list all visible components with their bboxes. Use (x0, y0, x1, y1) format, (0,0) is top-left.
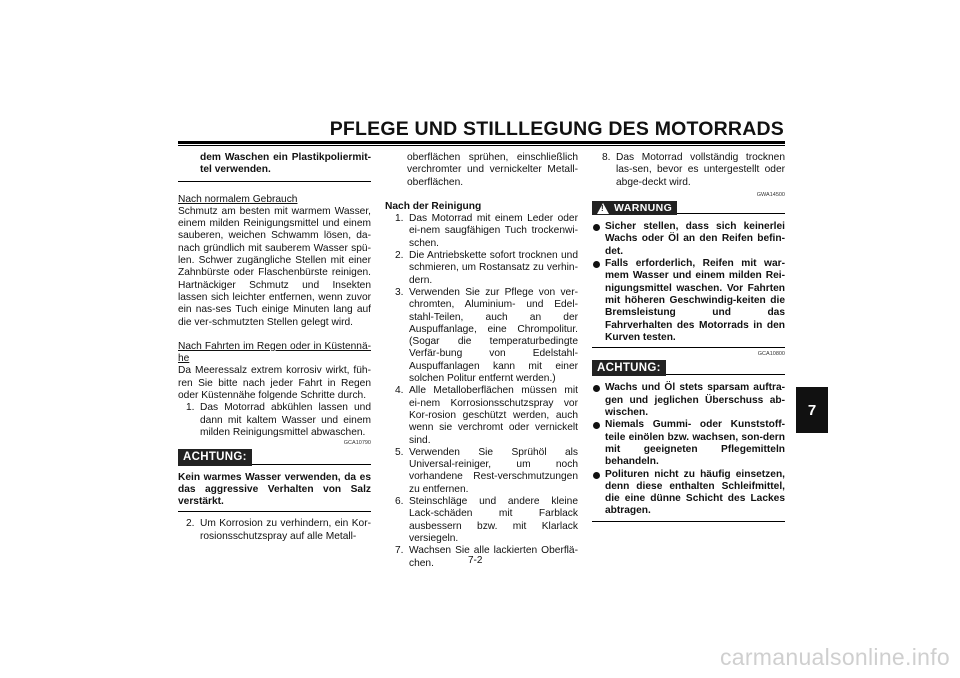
list-item: Sicher stellen, dass sich keinerlei Wachs oder Öl an den Reifen befin-det. (592, 221, 785, 258)
step-text: Das Motorrad vollständig trocknen las-sen, bevor es untergestellt oder abge-deckt wird. (616, 152, 785, 188)
chapter-tab: 7 (796, 387, 828, 433)
notice-label: ACHTUNG: (592, 360, 666, 376)
watermark: carmanualsonline.info (719, 644, 950, 670)
column-3 (592, 152, 785, 522)
step-2-continuation: oberflächen sprühen, einschließlich verchromter und vernickelter Metall-oberflächen. (407, 152, 578, 188)
step-number: 2. (186, 518, 195, 530)
warning-header-rule (677, 213, 785, 214)
warning-list (592, 221, 785, 344)
list-item (385, 496, 578, 545)
rain-steps-list (178, 402, 371, 439)
step-text: Verwenden Sie zur Pflege von ver-chromten, Aluminium- und Edel-stahl-Teilen, auch an der Auspuffanlage, eine Chrompolitur. (Sogar die temperaturbedingte Verfär-bung von Edelstahl-Auspuffanlagen kann mit einer solchen Politur entfernt werden.) (409, 286, 578, 385)
warning-header (592, 201, 785, 215)
section-text-normal-use: Schmutz am besten mit warmem Wasser, einem milden Reinigungsmittel und einem sauberen, weichen Schwamm lösen, da-nach gründlich mit sauberem Wasser spü-len. Schwer zugängliche Stellen mit einer Zahnbürste oder Flaschenbürste reinigen. Hartnäckiger Schmutz und Insekten lassen sich leichter entfernen, wenn zuvor ein nas-ses Tuch einige Minuten lang auf die ver-schmutzten Stellen gelegt wird. (178, 205, 371, 328)
section-text-rain-coast: Da Meeressalz extrem korrosiv wirkt, füh-ren Sie bitte nach jeder Fahrt in Regen oder Küstennähe folgende Schritte durch. (178, 365, 371, 402)
after-cleaning-steps (385, 213, 578, 570)
notice-header-rule (666, 374, 785, 375)
list-item (385, 447, 578, 496)
notice-list (592, 382, 785, 517)
list-item (385, 250, 578, 287)
column-1 (178, 152, 371, 543)
step-number: 5. (395, 446, 404, 458)
notice-end-rule (592, 521, 785, 522)
section-heading-normal-use: Nach normalem Gebrauch (178, 193, 298, 205)
title-rule (178, 141, 785, 144)
warning-triangle-icon: ! (597, 203, 609, 214)
step-text: Das Motorrad abkühlen lassen und dann mit kaltem Wasser und einem milden Reinigungsmittel abwaschen. (200, 402, 371, 438)
step-number: 2. (395, 250, 404, 262)
step-number: 1. (395, 213, 404, 225)
list-item (385, 287, 578, 385)
step-number: 3. (395, 286, 404, 298)
notice-code: GCA10790 (343, 440, 371, 447)
page-title: PFLEGE UND STILLLEGUNG DES MOTORRADS (329, 118, 784, 140)
step-text: Steinschläge und andere kleine Lack-schäden mit Farblack ausbessern bzw. mit Klarlack versiegeln. (409, 496, 578, 544)
list-item: Niemals Gummi- oder Kunststoff-teile einölen bzw. wachsen, son-dern mit geeigneten Pflegemitteln behandeln. (592, 419, 785, 468)
page-number: 7-2 (468, 555, 483, 566)
list-item (178, 518, 371, 543)
intro-bold-text: dem Waschen ein Plastikpoliermit-tel verwenden. (200, 152, 371, 176)
step-text: Das Motorrad mit einem Leder oder ei-nem saugfähigen Tuch trockenwi-schen. (409, 213, 578, 249)
section-heading-rain-coast: Nach Fahrten im Regen oder in Küstennä-he (178, 340, 371, 365)
warning-code: GWA14500 (756, 191, 785, 198)
step-text: Wachsen Sie alle lackierten Oberflä-chen. (409, 545, 578, 569)
step-text: Alle Metalloberflächen müssen mit ei-nem Korrosionsschutzspray vor Kor-rosion geschützt werden, auch wenn sie verchromt oder vernickelt sind. (409, 385, 578, 446)
column-2 (385, 152, 578, 570)
step-number: 4. (395, 385, 404, 397)
step-text: Die Antriebskette sofort trocknen und schmieren, um Rostansatz zu verhin-dern. (409, 250, 578, 286)
notice-header (178, 449, 371, 465)
step-number: 6. (395, 496, 404, 508)
list-item (385, 385, 578, 446)
step-number: 8. (602, 152, 611, 163)
list-item (592, 152, 785, 189)
step-text: Verwenden Sie Sprühöl als Universal-reiniger, um noch vorhandene Rest-verschmutzungen zu entfernen. (409, 446, 578, 495)
warning-label: WARNUNG (614, 201, 673, 214)
warning-label-box (592, 201, 677, 215)
notice-code: GCA10800 (757, 351, 785, 358)
rain-steps-list-cont (178, 518, 371, 543)
title-rule-thin (178, 145, 785, 146)
notice-text: Kein warmes Wasser verwenden, da es das aggressive Verhalten von Salz verstärkt. (178, 471, 371, 508)
notice-end-rule (178, 511, 371, 512)
notice-label: ACHTUNG: (178, 449, 252, 465)
notice-header (592, 360, 785, 376)
section-heading-after-cleaning: Nach der Reinigung (385, 200, 482, 212)
step-text: Um Korrosion zu verhindern, ein Kor-rosionsschutzspray auf alle Metall- (200, 518, 371, 542)
list-item: Falls erforderlich, Reifen mit war-mem Wasser und einem milden Rei-nigungsmittel waschen. Vor Fahrten mit höheren Geschwindig-keiten die Bremsleistung und das Fahrverhalten des Motorrads in den Kurven testen. (592, 258, 785, 344)
list-item: Polituren nicht zu häufig einsetzen, denn diese enthalten Schleifmittel, die eine dünne Schicht des Lackes abtragen. (592, 469, 785, 518)
notice-header-rule (252, 464, 371, 465)
step-number: 7. (395, 545, 404, 557)
after-cleaning-steps-cont (592, 152, 785, 189)
step-number: 1. (186, 402, 195, 414)
list-item (385, 213, 578, 250)
warning-end-rule (592, 347, 785, 348)
list-item (178, 402, 371, 439)
list-item: Wachs und Öl stets sparsam auftra-gen und jeglichen Überschuss ab-wischen. (592, 382, 785, 419)
